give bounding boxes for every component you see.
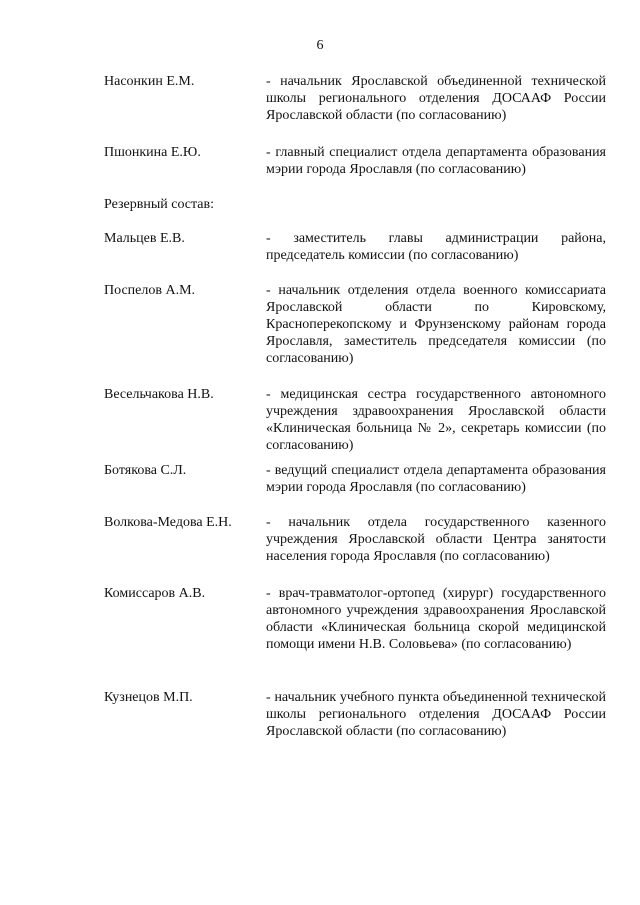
member-name: Пшонкина Е.Ю. [104, 145, 201, 160]
member-description: - начальник отдела государственного казенного учреждения Ярославской области Центра занятости населения города Ярославля (по согласованию) [266, 515, 606, 564]
member-description: - врач-травматолог-ортопед (хирург) государственного автономного учреждения здравоохранения Ярославской области «Клиническая больница скорой медицинской помощи имени Н.В. Соловьева» (по согласованию) [266, 586, 606, 652]
member-description: - начальник Ярославской объединенной технической школы регионального отделения ДОСААФ России Ярославской области (по согласованию) [266, 74, 606, 123]
page-number: 6 [316, 38, 324, 53]
member-description: - медицинская сестра государственного автономного учреждения здравоохранения Ярославской области «Клиническая больница № 2», секретарь комиссии (по согласованию) [266, 387, 606, 453]
member-description: - начальник учебного пункта объединенной технической школы регионального отделения ДОСААФ России Ярославской области (по согласованию) [266, 690, 606, 739]
member-description: - заместитель главы администрации района, председатель комиссии (по согласованию) [266, 231, 606, 263]
member-name: Комиссаров А.В. [104, 586, 206, 601]
member-name: Весельчакова Н.В. [104, 387, 214, 402]
member-name: Волкова-Медова Е.Н. [104, 515, 232, 530]
member-name: Насонкин Е.М. [104, 74, 195, 89]
member-name: Ботякова С.Л. [104, 463, 187, 478]
member-name: Кузнецов М.П. [104, 690, 193, 705]
member-name: Мальцев Е.В. [104, 231, 185, 246]
member-description: - главный специалист отдела департамента образования мэрии города Ярославля (по согласованию) [266, 145, 606, 177]
reserve-heading: Резервный состав: [104, 197, 215, 212]
member-description: - начальник отделения отдела военного комиссариата Ярославской области по Кировскому, Красноперекопскому и Фрунзенскому районам города Ярославля, заместитель председателя комиссии (по согласованию) [266, 283, 606, 366]
member-description: - ведущий специалист отдела департамента образования мэрии города Ярославля (по согласованию) [266, 463, 606, 495]
member-name: Поспелов А.М. [104, 283, 196, 298]
